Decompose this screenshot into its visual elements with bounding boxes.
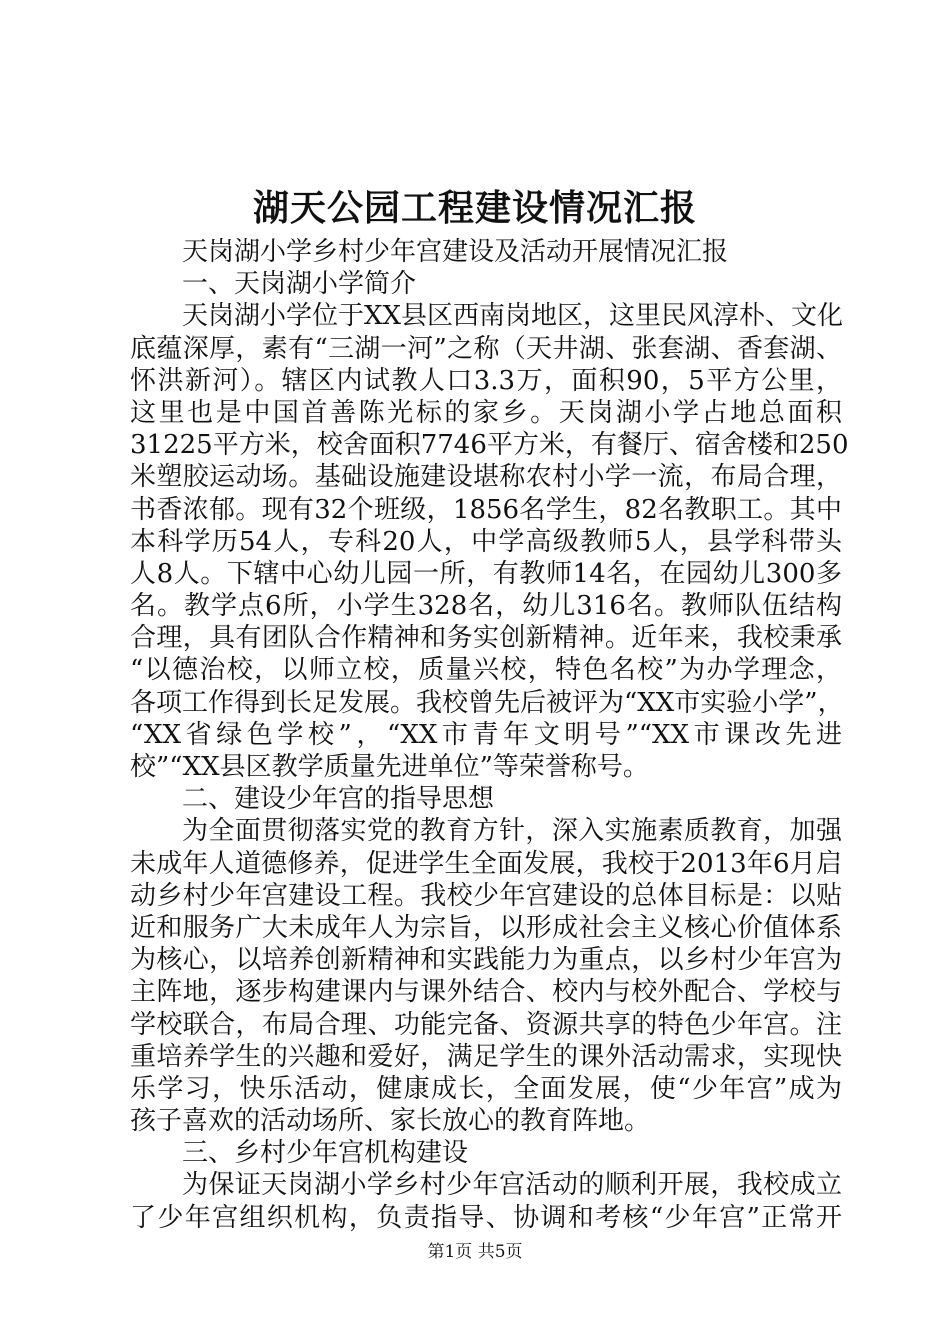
paragraph-line: 米塑胶运动场。基础设施建设堪称农村小学一流，布局合理， [130, 462, 842, 493]
paragraph-line: 本科学历54人，专科20人，中学高级教师5人，县学科带头 [130, 526, 842, 557]
paragraph-line: 怀洪新河）。辖区内试教人口3.3万，面积90，5平方公里， [130, 365, 842, 396]
paragraph-line: 学校联合，布局合理、功能完备、资源共享的特色少年宫。注 [130, 1009, 842, 1040]
document-title: 湖天公园工程建设情况汇报 [252, 187, 697, 229]
document-body [130, 236, 849, 1234]
subtitle-line: 天岗湖小学乡村少年宫建设及活动开展情况汇报 [182, 237, 729, 267]
section-heading-1: 一、天岗湖小学简介 [182, 269, 417, 300]
paragraph-line: 重培养学生的兴趣和爱好，满足学生的课外活动需求，实现快 [130, 1041, 842, 1072]
paragraph-line: 为核心，以培养创新精神和实践能力为重点，以乡村少年宫为 [130, 945, 842, 976]
paragraph-line: 为保证天岗湖小学乡村少年宫活动的顺利开展，我校成立 [182, 1170, 842, 1201]
paragraph-line: 书香浓郁。现有32个班级，1856名学生，82名教职工。其中 [130, 494, 842, 525]
paragraph-line: 人8人。下辖中心幼儿园一所，有教师14名，在园幼儿300多 [130, 558, 842, 589]
paragraph-line: 主阵地，逐步构建课内与课外结合、校内与校外配合、学校与 [130, 977, 842, 1008]
paragraph-line: 31225平方米，校舍面积7746平方米，有餐厅、宿舍楼和250 [130, 430, 849, 461]
paragraph-line: 为全面贯彻落实党的教育方针，深入实施素质教育，加强 [182, 816, 842, 847]
paragraph-line: 乐学习，快乐活动，健康成长，全面发展，使“少年宫”成为 [130, 1073, 842, 1104]
paragraph-line: “以德治校，以师立校，质量兴校，特色名校”为办学理念， [130, 655, 842, 686]
paragraph-line: 合理，具有团队合作精神和务实创新精神。近年来，我校秉承 [130, 623, 842, 654]
paragraph-line: 这里也是中国首善陈光标的家乡。天岗湖小学占地总面积 [130, 397, 842, 428]
paragraph-line: 近和服务广大未成年人为宗旨，以形成社会主义核心价值体系 [130, 912, 842, 943]
paragraph-line: 了少年宫组织机构，负责指导、协调和考核“少年宫”正常开 [130, 1202, 842, 1233]
paragraph-line: 天岗湖小学位于XX县区西南岗地区，这里民风淳朴、文化 [182, 301, 844, 332]
paragraph-line: 动乡村少年宫建设工程。我校少年宫建设的总体目标是：以贴 [130, 880, 842, 911]
section-heading-2: 二、建设少年宫的指导思想 [182, 784, 495, 815]
paragraph-line: 未成年人道德修养，促进学生全面发展，我校于2013年6月启 [130, 848, 842, 879]
page-footer: 第1页 共5页 [427, 1242, 523, 1262]
paragraph-line: 名。教学点6所，小学生328名，幼儿316名。教师队伍结构 [130, 591, 842, 622]
paragraph-line: 校”“XX县区教学质量先进单位”等荣誉称号。 [130, 752, 649, 782]
section-heading-3: 三、乡村少年宫机构建设 [182, 1138, 469, 1169]
paragraph-line: 底蕴深厚，素有“三湖一河”之称（天井湖、张套湖、香套湖、 [130, 333, 842, 364]
paragraph-line: 孩子喜欢的活动场所、家长放心的教育阵地。 [130, 1106, 651, 1137]
paragraph-line: 各项工作得到长足发展。我校曾先后被评为“XX市实验小学”， [130, 687, 844, 718]
paragraph-line: “XX省绿色学校”，“XX市青年文明号”“XX市课改先进 [130, 719, 842, 750]
